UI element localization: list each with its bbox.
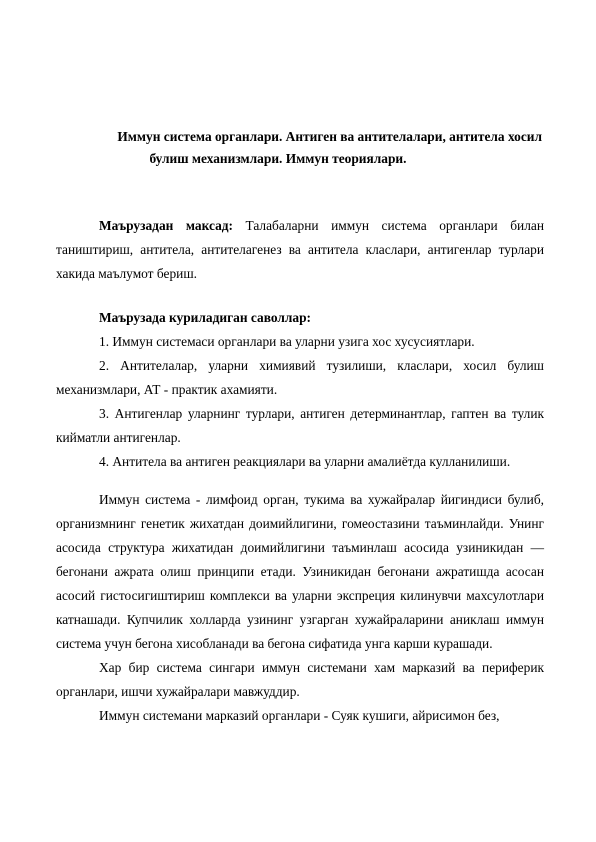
question-item-2: 2. Антителалар, уларни химиявий тузилиши, класлари, хосил булиш механизмлари, АТ - практик ахамияти. (56, 358, 544, 397)
question-item-3: 3. Антигенлар уларнинг турлари, антиген детерминантлар, гаптен ва тулик кийматли антигенлар. (56, 406, 544, 445)
title-line-1: Иммун система органлари. Антиген ва антителалари, антитела хосил (117, 129, 542, 144)
aim-text: Талабаларни иммун система органлари билан таништириш, антитела, антителагенез ва антитела класлари, антигенлар турлари хакида маълумот бериш. (56, 218, 544, 281)
body-paragraph-3: Иммун системани марказий органлари - Суяк кушиги, айрисимон без, (99, 708, 500, 723)
title-line-2: булиш механизмлари. Иммун теориялари. (149, 151, 407, 166)
body-paragraph-1: Иммун система - лимфоид орган, тукима ва хужайралар йигиндиси булиб, организмнинг генетик жихатдан доимийлигини, гомеостазини таъминлайди. Унинг асосида структура жихатидан доимийлигини таъминлаш асосида узиникидан — бегонани ажрата олиш принципи етади. Узиникидан бегонани ажратишда асосан асосий гистосигиштириш комплекси ва уларни экспреция килинувчи махсулотлари катнашади. Купчилик холларда узининг узгарган хужайраларини аниклаш иммун система учун бегона хисобланади ва бегона сифатида унга карши курашади. (56, 492, 544, 651)
aim-label: Маърузадан максад: (99, 218, 234, 233)
document-body (56, 214, 544, 728)
aim-paragraph (56, 214, 544, 286)
document-title (56, 126, 544, 170)
body-paragraph-2: Хар бир система сингари иммун системани хам марказий ва периферик органлари, ишчи хужайралари мавжуддир. (56, 660, 544, 699)
questions-heading: Маърузада куриладиган саволлар: (99, 310, 312, 325)
question-item-1: 1. Иммун системаси органлари ва уларни узига хос хусусиятлари. (99, 334, 475, 349)
question-item-4: 4. Антитела ва антиген реакциялари ва уларни амалиётда кулланилиши. (99, 454, 511, 469)
